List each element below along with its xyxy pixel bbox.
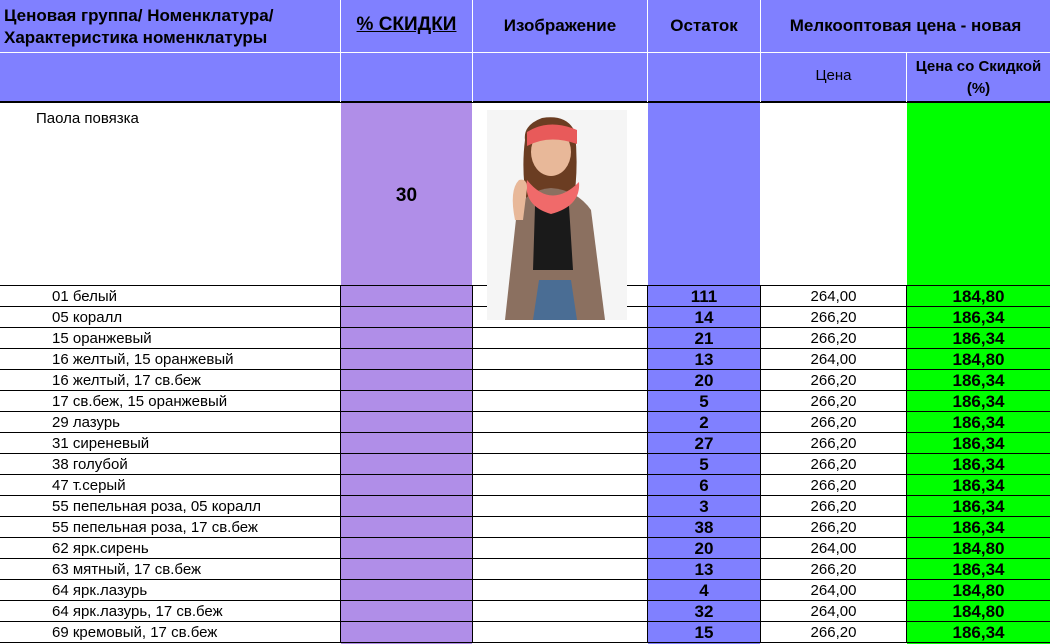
variant-rest: 32 bbox=[694, 602, 714, 621]
variant-name: 01 белый bbox=[52, 288, 118, 305]
row-cell-border bbox=[472, 559, 473, 580]
row-cell-border bbox=[340, 517, 341, 538]
variant-discount-price: 186,34 bbox=[952, 623, 1005, 642]
table-row bbox=[0, 559, 1050, 580]
variant-price: 266,20 bbox=[810, 519, 857, 536]
variant-price: 264,00 bbox=[810, 540, 857, 557]
row-cell-border bbox=[340, 454, 341, 475]
row-cell-border bbox=[340, 412, 341, 433]
variant-discount-price: 186,34 bbox=[952, 455, 1005, 474]
variant-price: 266,20 bbox=[810, 330, 857, 347]
header-rest-title: Остаток bbox=[670, 16, 738, 35]
row-cell-border bbox=[472, 517, 473, 538]
variant-price: 266,20 bbox=[810, 456, 857, 473]
variant-name: 05 коралл bbox=[52, 309, 123, 326]
variant-name: 31 сиреневый bbox=[52, 435, 150, 452]
row-cell-border bbox=[340, 391, 341, 412]
product-photo bbox=[487, 110, 627, 320]
row-cell-border bbox=[472, 370, 473, 391]
variant-discount-price: 186,34 bbox=[952, 329, 1005, 348]
variant-discount-price: 186,34 bbox=[952, 497, 1005, 516]
variant-discount-price: 186,34 bbox=[952, 476, 1005, 495]
product-name: Паола повязка bbox=[36, 110, 139, 127]
table-row bbox=[0, 496, 1050, 517]
variant-discount-price: 184,80 bbox=[952, 350, 1005, 369]
variant-rest: 111 bbox=[690, 287, 718, 306]
variant-price: 266,20 bbox=[810, 309, 857, 326]
variant-name: 69 кремовый, 17 св.беж bbox=[52, 624, 218, 641]
row-cell-border bbox=[472, 286, 473, 307]
variant-name: 47 т.серый bbox=[52, 477, 126, 494]
variant-rest: 14 bbox=[694, 308, 714, 327]
variant-price: 266,20 bbox=[810, 498, 857, 515]
row-cell-border bbox=[340, 559, 341, 580]
header-divider bbox=[0, 52, 1050, 53]
variant-price: 266,20 bbox=[810, 372, 857, 389]
variant-discount-price: 186,34 bbox=[952, 392, 1005, 411]
row-cell-border bbox=[472, 538, 473, 559]
row-cell-border bbox=[340, 433, 341, 454]
variant-name: 63 мятный, 17 св.беж bbox=[52, 561, 202, 578]
variant-discount-price: 186,34 bbox=[952, 413, 1005, 432]
table-row bbox=[0, 328, 1050, 349]
variant-rest: 3 bbox=[699, 497, 709, 516]
row-cell-border bbox=[472, 496, 473, 517]
variant-rest: 4 bbox=[699, 581, 709, 600]
variant-price: 266,20 bbox=[810, 414, 857, 431]
table-row bbox=[0, 538, 1050, 559]
row-cell-border bbox=[472, 307, 473, 328]
variant-price: 266,20 bbox=[810, 561, 857, 578]
row-cell-border bbox=[340, 370, 341, 391]
variant-price: 264,00 bbox=[810, 603, 857, 620]
variant-rest: 38 bbox=[694, 518, 714, 537]
row-cell-border bbox=[472, 328, 473, 349]
table-row bbox=[0, 580, 1050, 601]
variant-rest: 13 bbox=[694, 350, 714, 369]
variant-name: 17 св.беж, 15 оранжевый bbox=[52, 393, 228, 410]
variant-name: 38 голубой bbox=[52, 456, 128, 473]
row-cell-border bbox=[472, 433, 473, 454]
variant-price: 264,00 bbox=[810, 351, 857, 368]
row-cell-border bbox=[472, 454, 473, 475]
table-row bbox=[0, 475, 1050, 496]
header-discount-title: % СКИДКИ bbox=[356, 14, 457, 35]
row-cell-border bbox=[340, 580, 341, 601]
product-discount: 30 bbox=[395, 185, 418, 206]
variant-price: 266,20 bbox=[810, 393, 857, 410]
variant-rest: 20 bbox=[694, 539, 714, 558]
table-row bbox=[0, 433, 1050, 454]
row-cell-border bbox=[472, 580, 473, 601]
variant-rest: 5 bbox=[699, 455, 709, 474]
model-image bbox=[487, 110, 627, 320]
table-row bbox=[0, 517, 1050, 538]
row-cell-border bbox=[472, 349, 473, 370]
row-cell-border bbox=[472, 622, 473, 643]
variant-name: 64 ярк.лазурь bbox=[52, 582, 148, 599]
variant-discount-price: 184,80 bbox=[952, 602, 1005, 621]
header-group-title: Ценовая группа/ Номенклатура/ Характеристика номенклатуры bbox=[4, 6, 274, 47]
row-cell-border bbox=[472, 391, 473, 412]
variant-rest: 20 bbox=[694, 371, 714, 390]
variant-price: 264,00 bbox=[810, 288, 857, 305]
variant-discount-price: 186,34 bbox=[952, 371, 1005, 390]
row-cell-border bbox=[340, 307, 341, 328]
variant-discount-price: 186,34 bbox=[952, 434, 1005, 453]
header-image-title: Изображение bbox=[503, 16, 617, 35]
table-row bbox=[0, 622, 1050, 643]
variant-name: 64 ярк.лазурь, 17 св.беж bbox=[52, 603, 223, 620]
row-cell-border bbox=[472, 412, 473, 433]
variant-price: 266,20 bbox=[810, 477, 857, 494]
header-discount-price-sub: Цена со Скидкой (%) bbox=[915, 58, 1042, 97]
variant-price: 266,20 bbox=[810, 435, 857, 452]
variant-rest: 21 bbox=[694, 329, 714, 348]
row-cell-border bbox=[340, 328, 341, 349]
header-wholesale-title: Мелкооптовая цена - новая bbox=[789, 16, 1022, 35]
row-cell-border bbox=[340, 349, 341, 370]
variant-rest: 27 bbox=[694, 434, 714, 453]
row-cell-border bbox=[340, 496, 341, 517]
row-cell-border bbox=[340, 475, 341, 496]
variant-discount-price: 184,80 bbox=[952, 539, 1005, 558]
variant-name: 55 пепельная роза, 05 коралл bbox=[52, 498, 261, 515]
variant-rest: 13 bbox=[694, 560, 714, 579]
table-row bbox=[0, 391, 1050, 412]
row-cell-border bbox=[340, 601, 341, 622]
table-row bbox=[0, 454, 1050, 475]
variant-discount-price: 184,80 bbox=[952, 581, 1005, 600]
variant-name: 62 ярк.сирень bbox=[52, 540, 149, 557]
variant-name: 15 оранжевый bbox=[52, 330, 152, 347]
variant-rest: 2 bbox=[699, 413, 709, 432]
row-cell-border bbox=[340, 286, 341, 307]
variant-discount-price: 186,34 bbox=[952, 308, 1005, 327]
table-row bbox=[0, 412, 1050, 433]
variant-name: 29 лазурь bbox=[52, 414, 120, 431]
variant-price: 264,00 bbox=[810, 582, 857, 599]
variant-rest: 6 bbox=[699, 476, 709, 495]
variant-name: 16 желтый, 15 оранжевый bbox=[52, 351, 234, 368]
row-cell-border bbox=[472, 601, 473, 622]
variant-rest: 5 bbox=[699, 392, 709, 411]
table-row bbox=[0, 349, 1050, 370]
variant-discount-price: 186,34 bbox=[952, 560, 1005, 579]
table-row bbox=[0, 601, 1050, 622]
variant-rest: 15 bbox=[694, 623, 714, 642]
variant-discount-price: 184,80 bbox=[952, 287, 1005, 306]
header-bottom-border bbox=[0, 101, 1050, 103]
header-price-sub: Цена bbox=[815, 67, 852, 84]
row-cell-border bbox=[340, 622, 341, 643]
variant-discount-price: 186,34 bbox=[952, 518, 1005, 537]
variant-price: 266,20 bbox=[810, 624, 857, 641]
row-cell-border bbox=[340, 538, 341, 559]
variant-name: 55 пепельная роза, 17 св.беж bbox=[52, 519, 258, 536]
row-cell-border bbox=[472, 475, 473, 496]
variant-name: 16 желтый, 17 св.беж bbox=[52, 372, 201, 389]
table-row bbox=[0, 370, 1050, 391]
